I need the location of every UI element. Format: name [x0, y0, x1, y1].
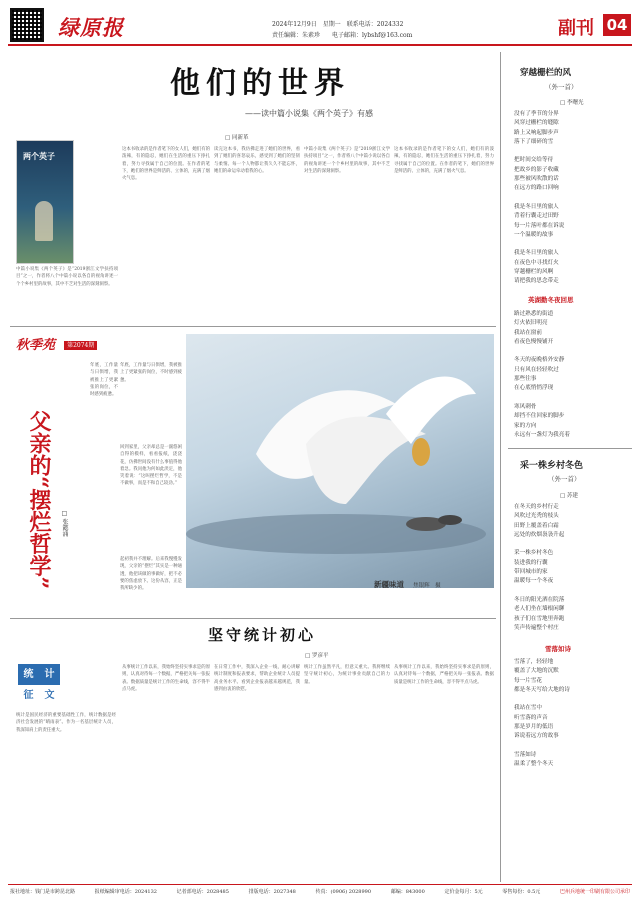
poem-line: 我站在雪中: [514, 705, 542, 712]
poem-line: 老人们坐在墙根闲聊: [514, 606, 565, 613]
lead-article-subtitle: ——读中篇小说集《两个英子》有感: [245, 109, 373, 118]
poem-line: 风穿过栅栏的缝隙: [514, 120, 559, 127]
poem-line: [514, 587, 632, 596]
footer-bar: [10, 888, 630, 895]
poem-line: 没有了季节的分界: [514, 111, 559, 117]
footer-fax: 传真：(0906) 2028990: [315, 889, 372, 895]
lead-paragraph-5: 这本书收录的是作者笔下的女人们，她们有的泼辣，有的隐忍，她们在生活的重压下挣扎着，努力寻找属于自己的位置。在作者的笔下，她们的世界是鲜活的、立体的，充满了烟火气息。: [394, 147, 494, 174]
paper-name-logo: 绿原报: [58, 15, 124, 40]
poem1-body: [514, 110, 632, 287]
column-logo: [16, 334, 120, 354]
section-name: 副刊: [558, 18, 594, 39]
poem-line: [514, 347, 632, 356]
poem-line: 覆盖了大地的沉默: [514, 668, 559, 675]
poem-line: 在夜色中寻找灯火: [514, 259, 559, 266]
column-issue: 第2074期: [64, 341, 97, 350]
poem-line: 每一片落叶都在诉说: [514, 222, 565, 229]
column-name: 秋季苑: [16, 338, 56, 353]
poem-line: 家的方向: [514, 422, 537, 429]
footer-reporter-phone: 记者部电话：2028485: [176, 889, 229, 895]
poem-line: 远处的炊烟袅袅升起: [514, 531, 565, 538]
swan-icon: [186, 334, 494, 588]
poem-line: 把时间交给等待: [514, 157, 554, 164]
poem-line: [514, 742, 632, 751]
middle-paragraph-2: 回到家里，父亲却总是一副悠闲自得的模样，看看报纸，浇浇花，仿佛世间没有什么事值得他着急。我问他为何如此淡定，他笑着说：“这叫摆烂哲学，不是不做事，而是不和自己较劲。”: [120, 445, 182, 487]
footer-printer: 巴州兵地统一印刷有限公司承印: [559, 889, 630, 895]
poem-line: 雪落如诗: [514, 751, 537, 758]
lead-paragraph-1: 中篇小说集《两个英子》是“2019浙江文学扶持项目”之一，作者将八个中篇小说以各自的视角讲述一个个乡村里的故事，其中不乏对生活的深刻洞察。: [16, 267, 118, 287]
poem-line: 一个温暖的故事: [514, 231, 554, 238]
photo-caption-title: 新疆味道: [374, 580, 404, 588]
stats-essay-badge: [18, 664, 60, 706]
poem-line: 穿越栅栏的风啊: [514, 269, 554, 276]
footer-rule: [8, 884, 632, 885]
poem-line: 风吹过光秃的枝头: [514, 513, 559, 520]
poem-line: 却挡不住回家的脚步: [514, 413, 565, 420]
poem-line: 采一株乡村冬色: [514, 550, 554, 557]
poem-line: 温柔了整个冬天: [514, 761, 554, 768]
poem-line: 装进我的行囊: [514, 559, 548, 566]
poem-line: 每一片雪花: [514, 677, 542, 684]
middle-article-author: □ 张懿涌: [61, 510, 68, 537]
poem1-subtitle: （外一首）: [545, 83, 578, 91]
right-column-divider: [500, 52, 501, 882]
footer-postcode: 邮编：843000: [390, 889, 425, 895]
middle-paragraph-1: 年底，工作量与日俱增，我被推上了更紧张的岗位，不时感到疲惫。: [120, 363, 182, 383]
photo-caption-author: 焦银辉 摄: [413, 583, 441, 588]
footer-address: 报社地址：钱门是市跨昆北路: [10, 889, 76, 895]
lead-paragraph-3: 读完这本书，我仿佛走进了她们的世界，看到了她们的喜怒哀乐，感受到了她们的坚韧与柔情。每一个人物都让我久久不能忘怀，她们的命运牵动着我的心。: [214, 147, 300, 174]
poem-line: 只有风在轻轻吹过: [514, 366, 559, 373]
cloud-section-title: 英湖勤冬夜回思: [528, 296, 574, 304]
poem-line: 路过熟悉的街道: [514, 311, 554, 317]
bottom-paragraph-4: 统计工作虽然平凡，但意义重大。我将继续坚守统计初心，为统计事业贡献自己的力量。: [304, 665, 390, 685]
poem-line: 在心底悄悄浮现: [514, 385, 554, 392]
lead-bottom-rule: [10, 326, 496, 327]
badge-char: 征: [18, 685, 39, 706]
poem-line: 永远有一盏灯为我亮着: [514, 431, 570, 438]
poem1-author: □ 李曙光: [560, 100, 584, 106]
poem-line: 雪落了，轻轻地: [514, 659, 554, 665]
poem-line: 那些被风吹散的话: [514, 176, 559, 183]
badge-char: 计: [44, 669, 55, 680]
photo-caption: [374, 572, 441, 588]
poem-bottom-body: [514, 658, 632, 770]
middle-paragraph-4: 年底，工作量与日俱增，我被推上了更紧张的岗位，不时感到疲惫。: [90, 363, 118, 398]
poem-line: 都是冬天写给大地的诗: [514, 686, 570, 693]
poem-line: 我是冬日里的旅人: [514, 250, 559, 257]
footer-layout-phone: 排版电话：2027348: [248, 889, 296, 895]
bottom-paragraph-5: 从事统计工作以来，我始终坚持实事求是的原则，认真对待每一个数据，严格把关每一张报表。数据质量是统计工作的生命线，容不得半点马虎。: [394, 665, 494, 685]
page-number: 04: [603, 14, 631, 36]
right-divider-1: [508, 448, 632, 449]
poem-line: 我是冬日里的旅人: [514, 203, 559, 210]
poem-line: 听雪落的声音: [514, 714, 548, 721]
poem-line: 笑声传遍整个村庄: [514, 624, 559, 631]
middle-paragraph-3: 起初我并不理解。后来我慢慢发现，父亲的“摆烂”其实是一种通透，他把该做的事做好，把不必要的焦虑放下。这份从容，正是我所缺少的。: [120, 557, 182, 592]
poem2-author: □ 苏建: [560, 493, 578, 499]
poem-line: 把故乡的影子收藏: [514, 166, 559, 173]
editors-line: 责任编辑：朱素珍 电子邮箱：lybshf@163.com: [272, 32, 413, 39]
poem2-subtitle: （外一首）: [548, 475, 581, 483]
photo-swans: [186, 334, 494, 588]
poem-line: 在远方的路口回响: [514, 185, 559, 192]
middle-article-title: 父亲的“摆烂哲学”: [26, 410, 52, 590]
poem2-body: [514, 503, 632, 633]
poem1-title: 穿越栅栏的风: [520, 68, 572, 78]
lead-article-title: 他们的世界: [170, 66, 350, 101]
bottom-paragraph-1: 统计是国民经济的重要基础性工作，统计数据是经济社会发展的“晴雨表”。作为一名基层统计人员，我深知肩上的责任重大。: [16, 713, 116, 733]
poem-line: 看夜色慢慢铺开: [514, 338, 554, 345]
lead-article-author: □ 同新革: [225, 135, 249, 141]
poem-line: 孩子们在雪地里奔跑: [514, 615, 565, 622]
poem-line: 我站在窗前: [514, 329, 542, 336]
poem-line: 诉说着远方的故事: [514, 733, 559, 740]
lead-paragraph-2: 这本书收录的是作者笔下的女人们，她们有的泼辣，有的隐忍，她们在生活的重压下挣扎着，努力寻找属于自己的位置。在作者的笔下，她们的世界是鲜活的、立体的，充满了烟火气息。: [122, 147, 210, 182]
poem-line: [514, 194, 632, 203]
poem-line: 在冬天的乡村行走: [514, 504, 559, 510]
bottom-article-author: □ 罗彦平: [305, 653, 329, 659]
poem-line: 那些往事: [514, 376, 537, 383]
snow-section-title: 雪落如诗: [545, 645, 571, 653]
poem-line: 带回城市的家: [514, 569, 548, 576]
date-line: 2024年12月9日 星期一 联系电话：2024332: [272, 21, 404, 28]
qr-code-icon: [10, 8, 44, 42]
poem-line: 请把我的思念带走: [514, 278, 559, 285]
poem-line: 冬日的阳光洒在院落: [514, 596, 565, 603]
bottom-paragraph-2: 从事统计工作以来，我始终坚持实事求是的原则，认真对待每一个数据，严格把关每一张报表。数据质量是统计工作的生命线，容不得半点马虎。: [122, 665, 210, 692]
poem-line: 寒风刺骨: [514, 403, 537, 410]
poem-line: [514, 394, 632, 403]
book-cover-image: [16, 140, 74, 264]
masthead-rule: [8, 44, 632, 46]
poem-line: [514, 147, 632, 156]
footer-retail-price: 零售每份：0.5元: [502, 889, 541, 895]
poem-line: [514, 540, 632, 549]
poem-line: 那是岁月的低语: [514, 724, 554, 731]
poem-line: [514, 695, 632, 704]
poem-middle-body: [514, 310, 632, 440]
bottom-article-title: 坚守统计初心: [208, 626, 317, 644]
poem-line: 冬天的夜晚格外安静: [514, 357, 565, 364]
middle-bottom-rule: [10, 618, 496, 619]
poem-line: 路上又响起脚步声: [514, 129, 559, 136]
poem-line: 灯火依旧明亮: [514, 320, 548, 327]
poem-line: 温暖每一个冬夜: [514, 578, 554, 585]
badge-char: 文: [39, 685, 60, 706]
poem2-title: 采一株乡村冬色: [520, 461, 584, 471]
book-cover-label: 两个英子: [23, 151, 55, 161]
poem-line: [514, 240, 632, 249]
book-cover-figure-icon: [35, 201, 53, 241]
footer-monthly-price: 定价金每月：5元: [444, 889, 483, 895]
poem-line: 田野上覆盖着白霜: [514, 522, 559, 529]
lead-paragraph-4: 中篇小说集《两个英子》是“2019浙江文学扶持项目”之一，作者将八个中篇小说以各自的视角讲述一个个乡村里的故事，其中不乏对生活的深刻洞察。: [304, 147, 390, 174]
footer-edit-phone: 报纸编辑审电话：2024132: [94, 889, 157, 895]
badge-char: 统: [23, 669, 34, 680]
poem-line: 背着行囊走过田野: [514, 213, 559, 220]
bottom-paragraph-3: 在日常工作中，我深入企业一线，耐心讲解统计制度和报表要求，帮助企业统计人员提高业务水平。看到企业报表越来越规范，我感到由衷的欣慰。: [214, 665, 300, 692]
poem-line: 落下了细碎的雪: [514, 138, 554, 145]
